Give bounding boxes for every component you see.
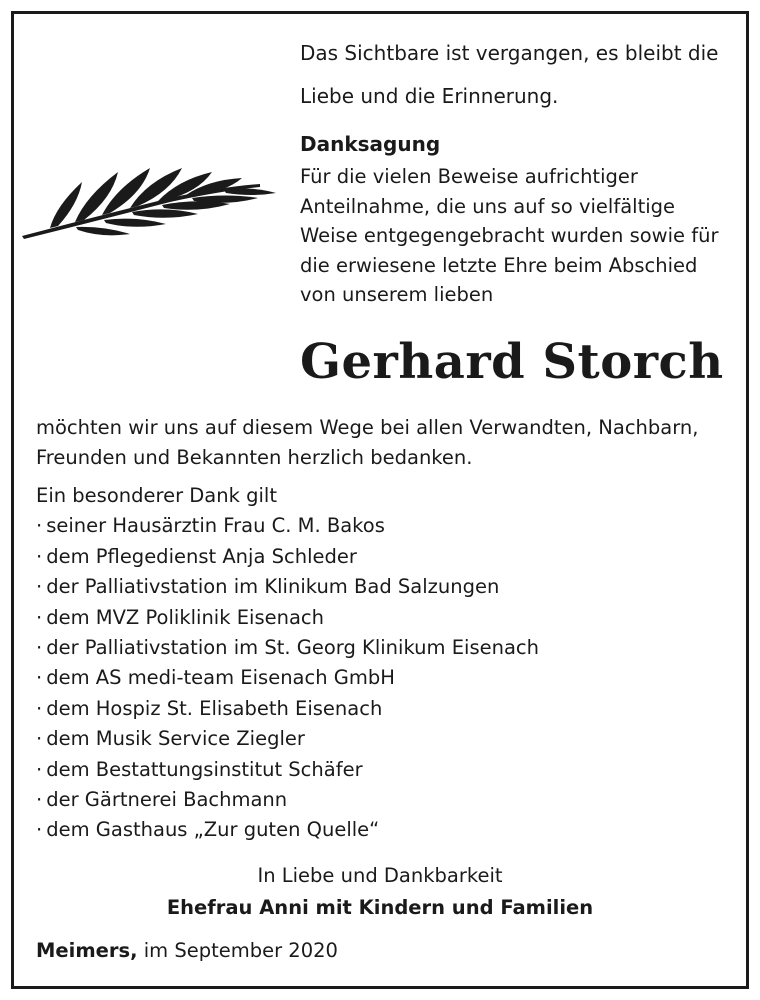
list-item <box>36 572 736 602</box>
closing-line: In Liebe und Dankbarkeit <box>257 864 503 887</box>
list-item-text: der Palliativstation im Klinikum Bad Salzungen <box>46 575 500 599</box>
list-item-text: seiner Hausärztin Frau C. M. Bakos <box>46 514 385 538</box>
leaflet <box>224 189 276 195</box>
list-item <box>36 694 736 724</box>
bullet: · <box>36 575 43 599</box>
list-item-text: dem Hospiz St. Elisabeth Eisenach <box>46 696 383 720</box>
list-item-text: dem Bestattungsinstitut Schäfer <box>46 757 363 781</box>
list-item-text: dem MVZ Poliklinik Eisenach <box>46 605 325 629</box>
palm-branch-icon <box>20 160 278 240</box>
bullet: · <box>36 666 43 690</box>
bullet: · <box>36 636 43 660</box>
list-item-text: der Palliativstation im St. Georg Klinikum Eisenach <box>46 636 539 660</box>
bullet: · <box>36 818 43 842</box>
list-item <box>36 663 736 693</box>
list-item <box>36 511 736 541</box>
special-thanks <box>36 481 736 846</box>
closing <box>0 860 760 924</box>
list-item-text: dem Musik Service Ziegler <box>46 727 305 751</box>
leaflet <box>132 209 198 217</box>
bullet: · <box>36 757 43 781</box>
intro-paragraph <box>300 162 745 310</box>
leaflet <box>76 227 130 235</box>
leaflet <box>192 196 258 203</box>
deceased-name: Gerhard Storch <box>300 334 724 390</box>
bullet: · <box>36 605 43 629</box>
thanks-paragraph-line: möchten wir uns auf diesem Wege bei allen Verwandten, Nachbarn, <box>36 416 699 439</box>
list-item-text: dem Gasthaus „Zur guten Quelle“ <box>46 818 380 842</box>
list-item <box>36 815 736 845</box>
motto-line: Liebe und die Erinnerung. <box>300 84 559 108</box>
bullet: · <box>36 544 43 568</box>
bullet: · <box>36 696 43 720</box>
heading-danksagung: Danksagung <box>300 132 441 156</box>
list-item <box>36 633 736 663</box>
list-item <box>36 542 736 572</box>
list-item-text: dem AS medi-team Eisenach GmbH <box>46 666 395 690</box>
intro-line: Anteilnahme, die uns auf so vielfältige <box>300 194 676 218</box>
thanks-paragraph <box>36 413 736 473</box>
motto <box>300 32 740 118</box>
special-thanks-intro: Ein besonderer Dank gilt <box>36 484 277 507</box>
signatories: Ehefrau Anni mit Kindern und Familien <box>166 896 594 919</box>
leaflet <box>104 219 166 227</box>
place-and-date <box>36 936 338 966</box>
list-item-text: dem Pflegedienst Anja Schleder <box>46 544 357 568</box>
motto-line: Das Sichtbare ist vergangen, es bleibt die <box>300 41 719 65</box>
list-item <box>36 724 736 754</box>
bullet: · <box>36 514 43 538</box>
list-item <box>36 603 736 633</box>
list-item <box>36 785 736 815</box>
list-item <box>36 755 736 785</box>
list-item-text: der Gärtnerei Bachmann <box>46 788 288 812</box>
place: Meimers, <box>36 939 138 962</box>
special-thanks-list <box>36 511 736 845</box>
intro-line: Weise entgegengebracht wurden sowie für <box>300 224 719 247</box>
intro-line: von unserem lieben <box>300 283 494 306</box>
intro-line: die erwiesene letzte Ehre beim Abschied <box>300 253 698 277</box>
intro-line: Für die vielen Beweise aufrichtiger <box>300 165 638 188</box>
date: im September 2020 <box>143 939 338 962</box>
bullet: · <box>36 727 43 751</box>
bullet: · <box>36 788 43 812</box>
thanks-paragraph-line: Freunden und Bekannten herzlich bedanken. <box>36 446 473 469</box>
